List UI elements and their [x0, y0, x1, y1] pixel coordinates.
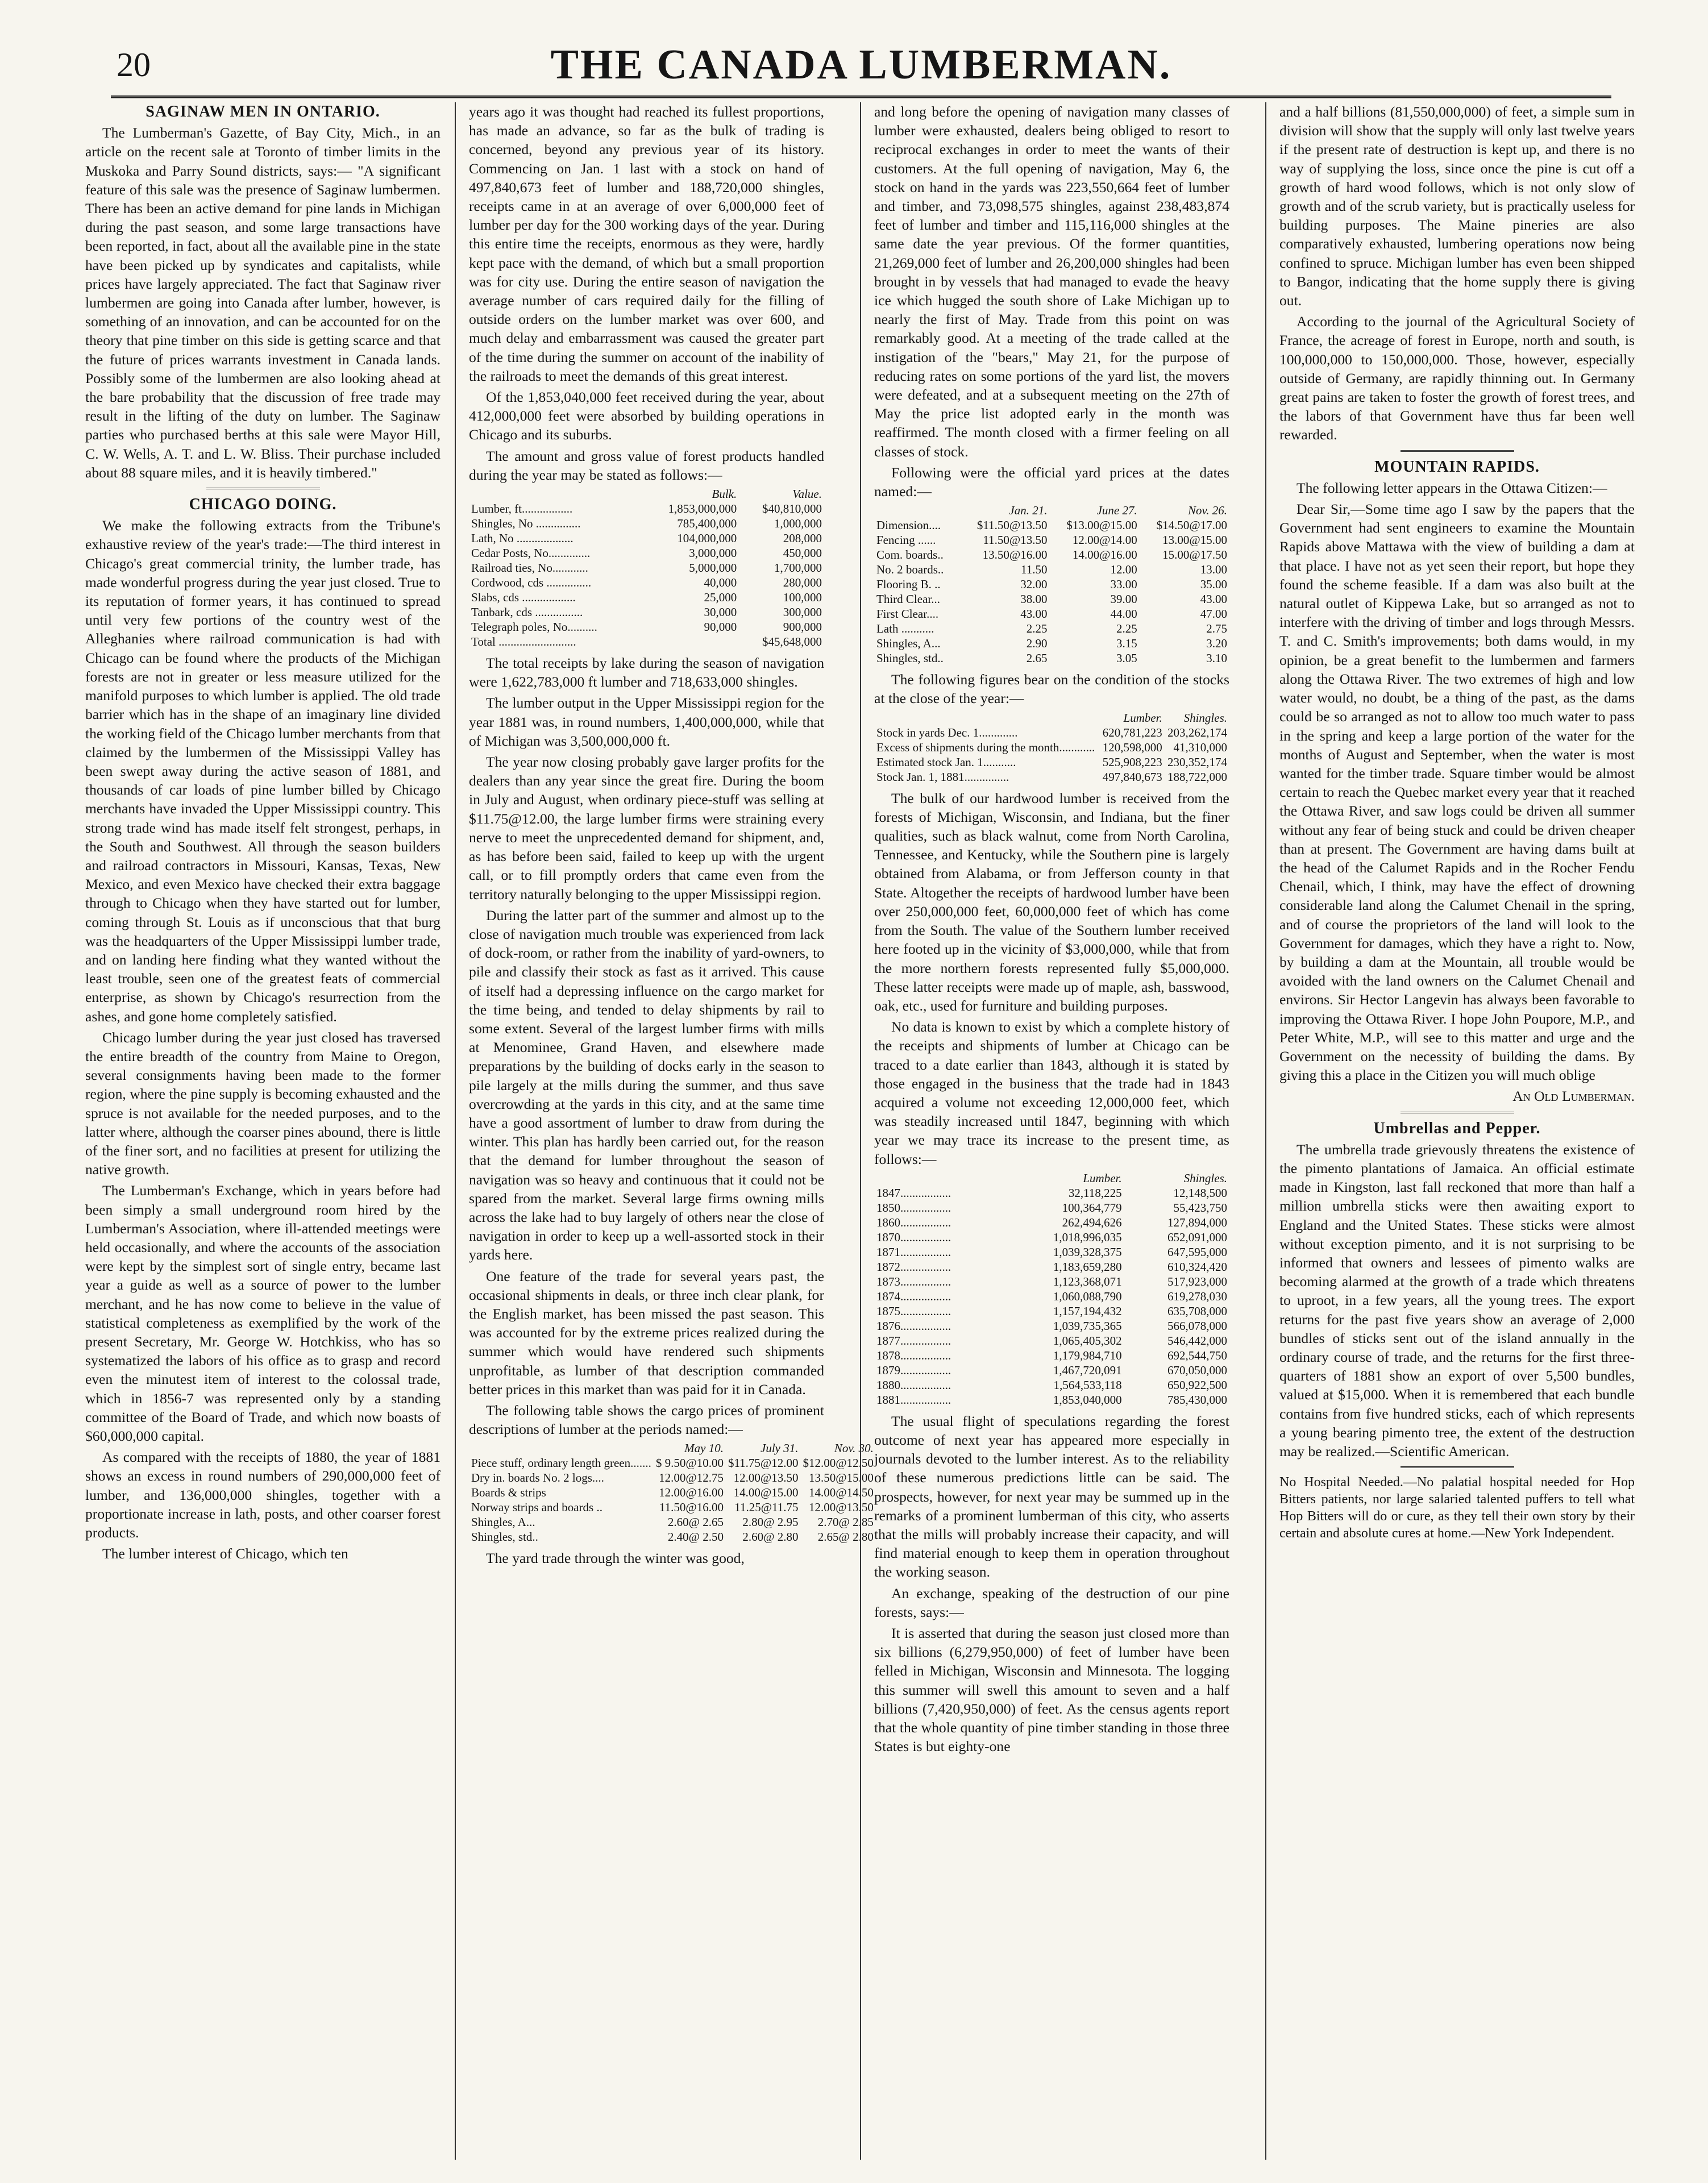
table-cell: 12.00@12.75: [659, 1471, 724, 1485]
col3-paragraph-1: and long before the opening of navigation many classes of lumber were exhausted, dealers being obliged to resort to reciprocal exchanges in order to meet the wants of their customers. At the full opening of navigation, May 6, the stock on hand in the yards was 223,550,664 feet of lumber and timber, and 73,098,575 shingles, against 238,483,874 feet of lumber and timber and 115,116,000 shingles at the same date the year previous. Of the former quantities, 21,269,000 feet of lumber and 26,200,000 shingles had been brought in by vessels that had managed to evade the heavy ice which hugged the south shore of Lake Michigan up to nearly the first of May. Trade from this point on was remarkably good. At a meeting of the trade called at the instigation of the "bears," May 21, for the purpose of reducing rates on some portions of the yard list, the movers were defeated, and at a subsequent meeting on the 27th of May the price list adopted early in the month was reaffirmed. The month closed with a firmer feeling on all classes of stock.: [874, 103, 1229, 460]
table-cell: $11.50@13.50: [976, 518, 1048, 533]
table-header: Shingles.: [1183, 1171, 1227, 1185]
table-cell: 1877.................: [876, 1333, 951, 1348]
table-header: May 10.: [684, 1441, 724, 1456]
col2-paragraph-8: One feature of the trade for several years past, the occasional shipments in deals, or three inch clear plank, for the English market, has been missed the past season. This was accounted for by the extreme prices realized during the summer which would have rendered such shipments unprofitable, as lumber of that description commanded better prices in this market than was paid for it in Canada.: [469, 1267, 824, 1398]
table-row: [874, 1245, 1229, 1259]
table-cell: 1860.................: [876, 1215, 951, 1229]
table-cell: Com. boards..: [876, 548, 944, 562]
table-header: [469, 1441, 654, 1456]
table-header: Nov. 30.: [834, 1441, 874, 1456]
table-header: Bulk.: [712, 487, 737, 501]
table-cell: Telegraph poles, No..........: [471, 620, 597, 634]
table-cell: 43.00: [1020, 607, 1048, 621]
table-cell: 652,091,000: [1167, 1230, 1227, 1244]
table-cell: Flooring B. ..: [876, 577, 941, 592]
table-cell: 2.80@ 2.95: [742, 1515, 799, 1529]
table-cell: 1878.................: [876, 1348, 951, 1362]
table-cell: 2.60@ 2.80: [742, 1530, 799, 1544]
table-cell: No. 2 boards..: [876, 563, 944, 577]
column-3: [874, 102, 1229, 2160]
table-cell: 1870.................: [876, 1230, 951, 1244]
table-cell: Third Clear...: [876, 592, 940, 606]
table-row: [874, 621, 1229, 636]
col4-paragraph-2: According to the journal of the Agricultural Society of France, the acreage of forest in Europe, north and south, is 100,000,000 to 150,000,000. Those, however, especially outside of Germany, are rapidly thinning out. In Germany great pains are taken to foster the growth of forest trees, and the labors of that Government have thus far been well rewarded.: [1279, 313, 1635, 443]
table-cell: Excess of shipments during the month............: [876, 740, 1095, 754]
table-cell: 12.00@14.00: [1072, 533, 1137, 547]
chicago-paragraph-5: The lumber interest of Chicago, which ten: [102, 1545, 348, 1562]
table-row: [874, 1259, 1229, 1274]
table-header: Jan. 21.: [1009, 504, 1048, 518]
table-cell: 647,595,000: [1167, 1245, 1227, 1259]
table-cell: 1,123,368,071: [1053, 1274, 1122, 1288]
column-1: [85, 102, 440, 2160]
table-row: [874, 533, 1229, 547]
table-cell: 3.15: [1116, 637, 1137, 651]
table-row: [874, 755, 1229, 770]
table-cell: Lath ...........: [876, 622, 934, 636]
table-cell: Shingles, No ...............: [471, 517, 581, 531]
table-body: [874, 725, 1229, 784]
table-header: June 27.: [1096, 504, 1137, 518]
table-row: [469, 546, 824, 560]
table-cell: 670,050,000: [1167, 1363, 1227, 1377]
col3-paragraph-6: The usual flight of speculations regarding the forest outcome of next year has appeared more especially in journals devoted to the lumber interest. As to the reliability of these numerous predictions little can be said. The prospects, however, for next year may be summed up in the remarks of a prominent lumberman of this city, who asserts that the mills will probably increase their capacity, and will find material enough to keep them in operation throughout the working season.: [874, 1412, 1229, 1581]
table-cell: 2.25: [1026, 622, 1048, 636]
table-cell: 11.50@16.00: [659, 1500, 724, 1515]
col3-paragraph-5: No data is known to exist by which a complete history of the receipts and shipments of lumber at Chicago can be traced to a date earlier than 1843, although it is stated by those engaged in the business that the trade had in 1843 acquired a volume not exceeding 12,000,000 feet, which was steadily increased until 1847, beginning with which year we may trace its increase to the present time, as follows:—: [874, 1018, 1229, 1167]
table-cell: Estimated stock Jan. 1...........: [876, 755, 1016, 769]
table-cell: 14.00@15.00: [733, 1486, 799, 1500]
col2-paragraph-1: years ago it was thought had reached its fullest proportions, has made an advance, so far as the bulk of trading is concerned, beyond any previous year of its history. Commencing on Jan. 1 last with a stock on hand of 497,840,673 feet of lumber and 188,720,000 shingles, receipts came in at an average of over 6,000,000 feet of lumber per day for the 300 working days of the year. During this entire time the receipts, enormous as they were, hardly kept pace with the demand, of which but a small proportion was for city use. During the entire season of navigation the average number of cars required daily for the filling of outside orders on the lumber market was over 600, and much delay and embarrassment was caused the greater part of the time during the summer on account of the inability of the railroads to meet the demands of this great interest.: [469, 103, 824, 384]
table-cell: 32,118,225: [1068, 1186, 1122, 1200]
newspaper-title: THE CANADA LUMBERMAN.: [550, 41, 1172, 88]
table-cell: 785,400,000: [677, 517, 737, 531]
table-row: [469, 1500, 876, 1515]
chicago-paragraph-2: Chicago lumber during the year just closed has traversed the entire breadth of the country from Maine to Oregon, several consignments having been made to the former region, where the pine supply is becoming exhausted and the spruce is not available for the needed purposes, and to the latter where, although the coarser pines abound, there is little of the finer sort, and no facilities at present for utilizing the native growth.: [85, 1029, 440, 1178]
table-header: Value.: [792, 487, 822, 501]
cargo-prices-table: [469, 1441, 876, 1544]
table-cell: 33.00: [1110, 577, 1137, 592]
table-row: [874, 592, 1229, 606]
table-body: [874, 1186, 1229, 1407]
table-cell: 650,922,500: [1167, 1378, 1227, 1392]
masthead-rule: [111, 95, 1611, 98]
column-2: [469, 102, 874, 2160]
table-cell: 5,000,000: [689, 561, 737, 575]
table-cell: 35.00: [1200, 577, 1227, 592]
table-row: [874, 1200, 1229, 1215]
table-row: [469, 1529, 876, 1544]
table-cell: 1874.................: [876, 1289, 951, 1303]
table-cell: 203,262,174: [1167, 725, 1227, 739]
table-cell: 1,039,735,365: [1053, 1319, 1122, 1333]
table-cell: Cedar Posts, No..............: [471, 546, 591, 560]
table-cell: Dimension....: [876, 518, 941, 533]
section-divider: [206, 488, 320, 489]
table-total-value: $45,648,000: [762, 635, 822, 649]
chicago-headline: CHICAGO DOING.: [189, 496, 337, 514]
umbrellas-paragraph: The umbrella trade grievously threatens the existence of the pimento plantations of Jamaica. An official estimate made in Kingston, last fall reckoned that more than half a million umbrella sticks were then awaiting export to England and the United States. These sticks were almost without exception pimento, and it is not surprising to be informed that owners and lessees of pimento walks are becoming alarmed at the growth of a trade which threatens to uproot, in a few years, all the young trees. The export returns for the past five years show an average of 2,000 bundles of sticks sent out of the island annually in the ordinary course of trade, and the returns for the first three-quarters of 1881 show an export of over 5,500 bundles, valued at $15,000. When it is remembered that each bundle contains from five hundred sticks, each of which represents a young bearing pimento tree, the extent of the destruction may be realized.—Scientific American.: [1279, 1141, 1635, 1460]
col2-paragraph-5: The lumber output in the Upper Mississippi region for the year 1881 was, in round numbers, 1,400,000,000, while that of Michigan was 3,500,000,000 ft.: [469, 695, 824, 749]
table-cell: $11.75@12.00: [728, 1456, 799, 1470]
table-cell: Cordwood, cds ...............: [471, 576, 592, 590]
table-cell: 41,310,000: [1173, 740, 1227, 754]
table-cell: 55,423,750: [1173, 1200, 1227, 1215]
table-cell: Norway strips and boards ..: [471, 1500, 602, 1515]
column-rule: [860, 102, 861, 2160]
column-4: [1279, 102, 1635, 2160]
umbrellas-headline: Umbrellas and Pepper.: [1373, 1119, 1541, 1137]
table-cell: 12.00@13.50: [733, 1471, 799, 1485]
table-cell: 546,442,000: [1167, 1333, 1227, 1348]
table-cell: $13.00@15.00: [1066, 518, 1137, 533]
col3-paragraph-3: The following figures bear on the condition of the stocks at the close of the year:—: [874, 671, 1229, 707]
table-row: [874, 1186, 1229, 1200]
table-cell: Stock in yards Dec. 1.............: [876, 725, 1018, 739]
table-cell: 1,700,000: [774, 561, 822, 575]
table-cell: 100,364,779: [1062, 1200, 1122, 1215]
table-total-label: Total ..........................: [471, 635, 576, 649]
table-cell: 620,781,223: [1102, 725, 1162, 739]
table-cell: 1,060,088,790: [1053, 1289, 1122, 1303]
table-cell: 47.00: [1200, 607, 1227, 621]
table-cell: 3,000,000: [689, 546, 737, 560]
table-header: [874, 503, 960, 518]
col2-paragraph-7: During the latter part of the summer and almost up to the close of navigation much trouble was experienced from lack of dock-room, or rather from the inability of yard-owners, to pile and classify their stock as fast as it arrived. This cause of itself had a depressing influence on the cargo market for the time being, and tended to delay shipments by rail to some extent. Several of the largest lumber firms with mills at Menominee, Grand Haven, and elsewhere made preparations by the building of docks early in the season to pile largely at the mills during the summer, and thus save overcrowding at the yards in this city, and at the same time have a good assortment of lumber to draw from during the winter. This plan has hardly been carried out, for the reason that the demand for lumber throughout the season of navigation was so heavy and continuous that it could not be spared from the market. Several large firms owning mills across the lake had to buy largely of others near the close of navigation in order to keep up a well-assorted stock in their yards here.: [469, 907, 824, 1263]
table-cell: 2.25: [1116, 622, 1137, 636]
saginaw-headline: SAGINAW MEN IN ONTARIO.: [146, 103, 380, 120]
table-cell: Railroad ties, No............: [471, 561, 588, 575]
col3-paragraph-8: It is asserted that during the season just closed more than six billions (6,279,950,000) of feet of lumber have been felled in Michigan, Wisconsin and Minnesota. The logging this summer will swell this amount to seven and a half billions (7,420,950,000) of feet. As the census agents report that the whole quantity of pine timber standing in those three States is but eighty-one: [874, 1624, 1229, 1755]
table-cell: Lumber, ft.................: [471, 502, 573, 516]
table-row: [469, 1470, 876, 1485]
table-body: [874, 518, 1229, 666]
table-row: [874, 606, 1229, 621]
table-row: [874, 577, 1229, 592]
table-cell: 262,494,626: [1062, 1215, 1122, 1229]
page-number: 20: [117, 46, 151, 84]
table-cell: 100,000: [783, 591, 822, 605]
table-cell: $40,810,000: [762, 502, 822, 516]
table-row: [874, 562, 1229, 577]
table-cell: 120,598,000: [1102, 740, 1162, 754]
table-header: [874, 710, 1100, 725]
col2-paragraph-6: The year now closing probably gave larger profits for the dealers than any year since the great fire. During the boom in July and August, when ordinary piece-stuff was selling at $11.75@12.00, the large lumber firms were straining every nerve to meet the unprecedented demand for shipment, and, as has before been said, failed to keep up with the urgent call, or to fill promptly orders that came even from the territory naturally belonging to the upper Mississippi region.: [469, 754, 824, 903]
table-cell: 14.00@16.00: [1072, 548, 1137, 562]
table-row: [874, 518, 1229, 533]
table-cell: 38.00: [1020, 592, 1048, 606]
letter-signature: An Old Lumberman.: [1512, 1088, 1635, 1105]
table-cell: 635,708,000: [1167, 1304, 1227, 1318]
chicago-paragraph-3: The Lumberman's Exchange, which in years before had been simply a small underground room hired by the Lumberman's Association, where ill-attended meetings were held occasionally, and where the accounts of the association were kept by the simplest sort of single entry, became last year a guide as well as a source of power to the lumber merchant, and he has now come to believe in the value of statistical completeness as exemplified by the work of the present Secretary, Mr. George W. Hotchkiss, who has so systematized the labors of his office as to grasp and record even the minutest item of interest to the colossal trade, which in 1856-7 was represented only by a standing committee of the Board of Trade, and which now boasts of $60,000,000 capital.: [85, 1182, 440, 1445]
masthead: [111, 34, 1611, 97]
table-cell: 230,352,174: [1167, 755, 1227, 769]
table-header: [469, 487, 642, 501]
table-row: [469, 605, 824, 619]
yard-prices-table: [874, 503, 1229, 666]
table-cell: 692,544,750: [1167, 1348, 1227, 1362]
table-cell: 1,183,659,280: [1053, 1259, 1122, 1274]
table-cell: 40,000: [704, 576, 737, 590]
table-row: [469, 1485, 876, 1500]
table-cell: 1847.................: [876, 1186, 951, 1200]
column-rule: [1265, 102, 1266, 2160]
chicago-paragraph-1: We make the following extracts from the Tribune's exhaustive review of the year's trade:—The third interest in Chicago's great commercial trinity, the lumber trade, has made wonderful progress during the year just closed. True to its reputation of former years, it has continued to spread until very few portions of the country west of the Alleghanies where railroad communication is had with Chicago can be found where the products of the Michigan forests are not in greater or less measure utilized for the manifold purposes to which lumber is applied. The old trade barrier which has in the shape of an imaginary line divided the working field of the Chicago lumber merchants from that claimed by the lumbermen of the Mississippi Valley has been swept away during the active season of 1881, and thousands of car loads of pine lumber billed by Chicago merchants have invaded the Upper Mississippi country. This strong trade wind has made itself felt strongest, perhaps, in the South and Southwest. All through the season builders and railroad contractors in Missouri, Kansas, Texas, New Mexico, and even Mexico have checked their extra baggage through to Chicago when they have started out for lumber, coming through St. Louis as if unconscious that that burg was the headquarters of the Upper Mississippi lumber trade, and on landing here finding what they wanted without the least trouble, seen one of the greatest feats of commercial enterprise, as shown by Chicago's resurrection from the ashes, and gone home completely satisfied.: [85, 517, 440, 1025]
table-row: [874, 1392, 1229, 1407]
hop-bitters-notice: No Hospital Needed.—No palatial hospital needed for Hop Bitters patients, nor large salaried talented puffers to tell what Hop Bitters will do or cure, as they tell their own story by their certain and absolute cures at home.—New York Independent.: [1279, 1475, 1635, 1541]
table-row: [874, 1274, 1229, 1289]
table-cell: Shingles, std..: [471, 1530, 538, 1544]
table-header: July 31.: [761, 1441, 799, 1456]
table-header: [874, 1171, 1004, 1186]
table-cell: First Clear....: [876, 607, 939, 621]
table-cell: $ 9.50@10.00: [655, 1456, 724, 1470]
table-cell: 900,000: [783, 620, 822, 634]
table-cell: Fencing ......: [876, 533, 936, 547]
table-cell: 1,039,328,375: [1053, 1245, 1122, 1259]
table-row: [469, 516, 824, 531]
table-cell: Dry in. boards No. 2 logs....: [471, 1471, 604, 1485]
table-cell: $14.50@17.00: [1156, 518, 1227, 533]
table-cell: 497,840,673: [1102, 770, 1162, 784]
table-row: [874, 547, 1229, 562]
table-row: [874, 1304, 1229, 1319]
table-cell: 3.10: [1206, 651, 1227, 666]
table-cell: 188,722,000: [1167, 770, 1227, 784]
table-cell: 785,430,000: [1167, 1392, 1227, 1407]
table-cell: Lath, No ...................: [471, 531, 574, 546]
table-row: [874, 1378, 1229, 1392]
col3-paragraph-4: The bulk of our hardwood lumber is received from the forests of Michigan, Wisconsin, and Indiana, but the finer qualities, such as black walnut, come from North Carolina, Tennessee, and Kentucky, while the Southern pine is largely obtained from Alabama, or from Jefferson county in that State. Altogether the receipts of hardwood lumber have been over 250,000,000 feet, 60,000,000 feet of which has come from the South. The value of the Southern lumber received here footed up in the vicinity of $3,000,000, while that from the more northern forests represented fully $5,000,000. These latter receipts were made up of maple, ash, basswood, oak, etc., used for furniture and building purposes.: [874, 789, 1229, 1014]
table-cell: 11.25@11.75: [734, 1500, 799, 1515]
table-header: Lumber.: [1123, 710, 1162, 725]
column-rule: [455, 102, 456, 2160]
table-cell: Piece stuff, ordinary length green.......: [471, 1456, 651, 1470]
table-cell: 1,065,405,302: [1053, 1333, 1122, 1348]
col2-paragraph-3: The amount and gross value of forest products handled during the year may be stated as follows:—: [469, 447, 824, 483]
col3-paragraph-2: Following were the official yard prices at the dates named:—: [874, 464, 1229, 500]
table-cell: 13.00: [1200, 563, 1227, 577]
table-cell: 13.50@15.00: [809, 1471, 874, 1485]
table-cell: 1,157,194,432: [1053, 1304, 1122, 1318]
table-row: [874, 1319, 1229, 1333]
table-row: [874, 1289, 1229, 1304]
table-cell: 12.00@13.50: [809, 1500, 874, 1515]
section-divider: [1401, 1466, 1514, 1468]
col2-paragraph-9: The following table shows the cargo prices of prominent descriptions of lumber at the periods named:—: [469, 1402, 824, 1438]
table-cell: 12.00@16.00: [659, 1486, 724, 1500]
historical-receipts-table: [874, 1171, 1229, 1407]
table-row: [874, 1230, 1229, 1245]
table-row: [469, 575, 824, 590]
table-cell: 1881.................: [876, 1392, 951, 1407]
table-cell: Slabs, cds ..................: [471, 591, 576, 605]
col2-paragraph-2: Of the 1,853,040,000 feet received during the year, about 412,000,000 feet were absorbed by building operations in Chicago and its suburbs.: [469, 389, 824, 443]
table-cell: 525,908,223: [1102, 755, 1162, 769]
table-cell: 610,324,420: [1167, 1259, 1227, 1274]
table-body: [469, 501, 824, 634]
table-cell: 12,148,500: [1173, 1186, 1227, 1200]
table-header: Shingles.: [1183, 710, 1227, 725]
table-row: [874, 1363, 1229, 1378]
table-cell: 1,467,720,091: [1053, 1363, 1122, 1377]
section-divider: [1401, 450, 1514, 452]
table-cell: Shingles, A...: [471, 1515, 535, 1529]
table-cell: Tanbark, cds ................: [471, 605, 583, 619]
table-row: [874, 1333, 1229, 1348]
table-cell: 11.50: [1020, 563, 1048, 577]
article-columns: [85, 102, 1648, 2160]
table-row: [469, 531, 824, 546]
table-header: Nov. 26.: [1187, 504, 1227, 518]
table-cell: 14.00@14.50: [809, 1486, 874, 1500]
table-cell: 3.05: [1116, 651, 1137, 666]
table-cell: 1880.................: [876, 1378, 951, 1392]
table-header: Lumber.: [1083, 1171, 1122, 1185]
table-cell: 90,000: [704, 620, 737, 634]
table-row: [874, 1348, 1229, 1363]
table-cell: 1,564,533,118: [1053, 1378, 1122, 1392]
table-cell: 280,000: [783, 576, 822, 590]
table-cell: 39.00: [1110, 592, 1137, 606]
table-cell: 11.50@13.50: [983, 533, 1048, 547]
table-row: [874, 725, 1229, 740]
table-cell: 300,000: [783, 605, 822, 619]
col3-paragraph-7: An exchange, speaking of the destruction of our pine forests, says:—: [874, 1585, 1229, 1620]
table-cell: 2.60@ 2.65: [667, 1515, 724, 1529]
table-cell: 25,000: [704, 591, 737, 605]
table-cell: 2.65: [1026, 651, 1048, 666]
table-cell: 450,000: [783, 546, 822, 560]
table-cell: 1,000,000: [774, 517, 822, 531]
table-cell: 44.00: [1110, 607, 1137, 621]
section-divider: [1401, 1112, 1514, 1113]
table-cell: 3.20: [1206, 637, 1227, 651]
table-cell: 127,894,000: [1167, 1215, 1227, 1229]
col2-paragraph-4: The total receipts by lake during the season of navigation were 1,622,783,000 ft lumber and 718,633,000 shingles.: [469, 655, 824, 691]
table-body: [469, 1456, 876, 1544]
table-cell: 1,179,984,710: [1053, 1348, 1122, 1362]
table-cell: 1876.................: [876, 1319, 951, 1333]
table-cell: 1875.................: [876, 1304, 951, 1318]
table-cell: 2.65@ 2.80: [817, 1530, 874, 1544]
table-cell: 517,923,000: [1167, 1274, 1227, 1288]
table-row: [469, 1456, 876, 1470]
chicago-paragraph-4: As compared with the receipts of 1880, the year of 1881 shows an excess in round numbers of 290,000,000 feet of lumber, and 136,000,000 shingles, together with a proportionate increase in lath, posts, and other coarser forest products.: [85, 1449, 440, 1541]
table-cell: Shingles, std..: [876, 651, 944, 666]
table-cell: 1,853,000,000: [668, 502, 737, 516]
col2-paragraph-10: The yard trade through the winter was good,: [486, 1550, 745, 1567]
table-cell: 208,000: [783, 531, 822, 546]
table-cell: 1873.................: [876, 1274, 951, 1288]
table-cell: Stock Jan. 1, 1881...............: [876, 770, 1009, 784]
table-cell: 1871.................: [876, 1245, 951, 1259]
table-cell: 1872.................: [876, 1259, 951, 1274]
col4-paragraph-1: and a half billions (81,550,000,000) of feet, a simple sum in division will show that the supply will only last twelve years if the present rate of destruction is kept up, and there is no way of supplying the loss, since once the pine is cut off a growth of hard wood follows, which is not only slow of growth and of the scrub variety, but is practically useless for building purposes. The Maine pineries are also comparatively exhausted, lumbering operations now being confined to spruce. Michigan lumber has even been shipped to Bangor, indicating that the home supply there is giving out.: [1279, 103, 1635, 309]
table-cell: 30,000: [704, 605, 737, 619]
table-row: [469, 590, 824, 605]
table-cell: 619,278,030: [1167, 1289, 1227, 1303]
table-cell: Boards & strips: [471, 1486, 546, 1500]
table-cell: 2.75: [1206, 622, 1227, 636]
table-cell: 2.90: [1026, 637, 1048, 651]
table-cell: 566,078,000: [1167, 1319, 1227, 1333]
table-cell: 13.50@16.00: [982, 548, 1048, 562]
letter-body: Dear Sir,—Some time ago I saw by the papers that the Government had sent engineers to examine the Mountain Rapids above Mattawa with the view of building a dam at that place. I have not as yet seen their report, but hope they found the scheme feasible. If a dam was also built at the natural outlet of Kippewa Lake, but so arranged as not to interfere with the driving of timber and logs through Messrs. T. and C. Smith's improvements; both dams would, in my opinion, be a great benefit to the lumbermen and farmers along the Ottawa River. The two extremes of high and low water would, no doubt, be a thing of the past, as the dams could be so arranged as not to allow too much water to pass in the spring and keep a large portion of the water for the months of August and September, when the water is most wanted for the timber trade. Square timber would be almost certain to reach the Quebec market every year that it reached the Ottawa River, and saw logs could be driven all summer without any fear of being stuck and could be driven cheaper than at present. The Government are having dams built at the head of the Calumet Rapids and in the Rocher Fendu Chenail, which, I think, may have the effect of drowning considerable land along the Calumet Chenail in the spring, and of course the proprietors of the land will look to the Government for damages, which they have a right to. Now, by building a dam at the Mountain, all trouble would be avoided with the land owners on the Calumet Chenail and environs. Sir Hector Langevin has always been favorable to improving the Ottawa River. I hope John Poupore, M.P., and Peter White, M.P., will see to this matter and urge and the Government on the necessity of building the dams. By giving this a place in the Citizen you will much oblige: [1279, 501, 1635, 1084]
table-cell: 15.00@17.50: [1162, 548, 1227, 562]
table-cell: $12.00@12.50: [803, 1456, 874, 1470]
table-cell: 104,000,000: [677, 531, 737, 546]
table-row: [874, 651, 1229, 666]
table-cell: 32.00: [1020, 577, 1048, 592]
table-cell: Shingles, A...: [876, 637, 941, 651]
col4-paragraph-3: The following letter appears in the Ottawa Citizen:—: [1296, 479, 1607, 496]
table-row: [469, 1515, 876, 1529]
table-row: [469, 560, 824, 575]
stock-condition-table: [874, 710, 1229, 784]
table-cell: 1879.................: [876, 1363, 951, 1377]
saginaw-paragraph: The Lumberman's Gazette, of Bay City, Mich., in an article on the recent sale at Toronto of timber limits in the Muskoka and Parry Sound districts, says:— "A significant feature of this sale was the presence of Saginaw lumbermen. There has been an active demand for pine lands in Michigan during the past season, and some large transactions have been reported, in fact, about all the available pine in the state have been picked up by syndicates and capitalists, while prices have largely appreciated. The fact that Saginaw river lumbermen are going into Canada after lumber, however, is something of an innovation, and can be accounted for on the theory that pine timber on this side is getting scarce and that the future of prices warrants investment in Canada lands. Possibly some of the lumbermen are also looking ahead at the bare probability that the discussion of free trade may result in the lifting of the duty on lumber. The Saginaw parties who purchased berths at this sale were Mayor Hill, C. W. Wells, A. T. and L. W. Bliss. Their purchase included about 88 square miles, and it is heavily timbered.": [85, 124, 440, 481]
table-cell: 2.40@ 2.50: [667, 1530, 724, 1544]
table-cell: 12.00: [1110, 563, 1137, 577]
table-cell: 13.00@15.00: [1162, 533, 1227, 547]
table-cell: 1,853,040,000: [1053, 1392, 1122, 1407]
table-cell: 1850.................: [876, 1200, 951, 1215]
forest-products-table: [469, 487, 824, 649]
table-row: [874, 740, 1229, 755]
table-row: [469, 501, 824, 516]
table-row: [874, 636, 1229, 651]
table-cell: 2.70@ 2.85: [817, 1515, 874, 1529]
mountain-rapids-headline: MOUNTAIN RAPIDS.: [1374, 458, 1540, 476]
table-row: [469, 619, 824, 634]
table-row: [874, 1215, 1229, 1230]
table-cell: 43.00: [1200, 592, 1227, 606]
table-cell: 1,018,996,035: [1053, 1230, 1122, 1244]
table-row: [874, 770, 1229, 784]
